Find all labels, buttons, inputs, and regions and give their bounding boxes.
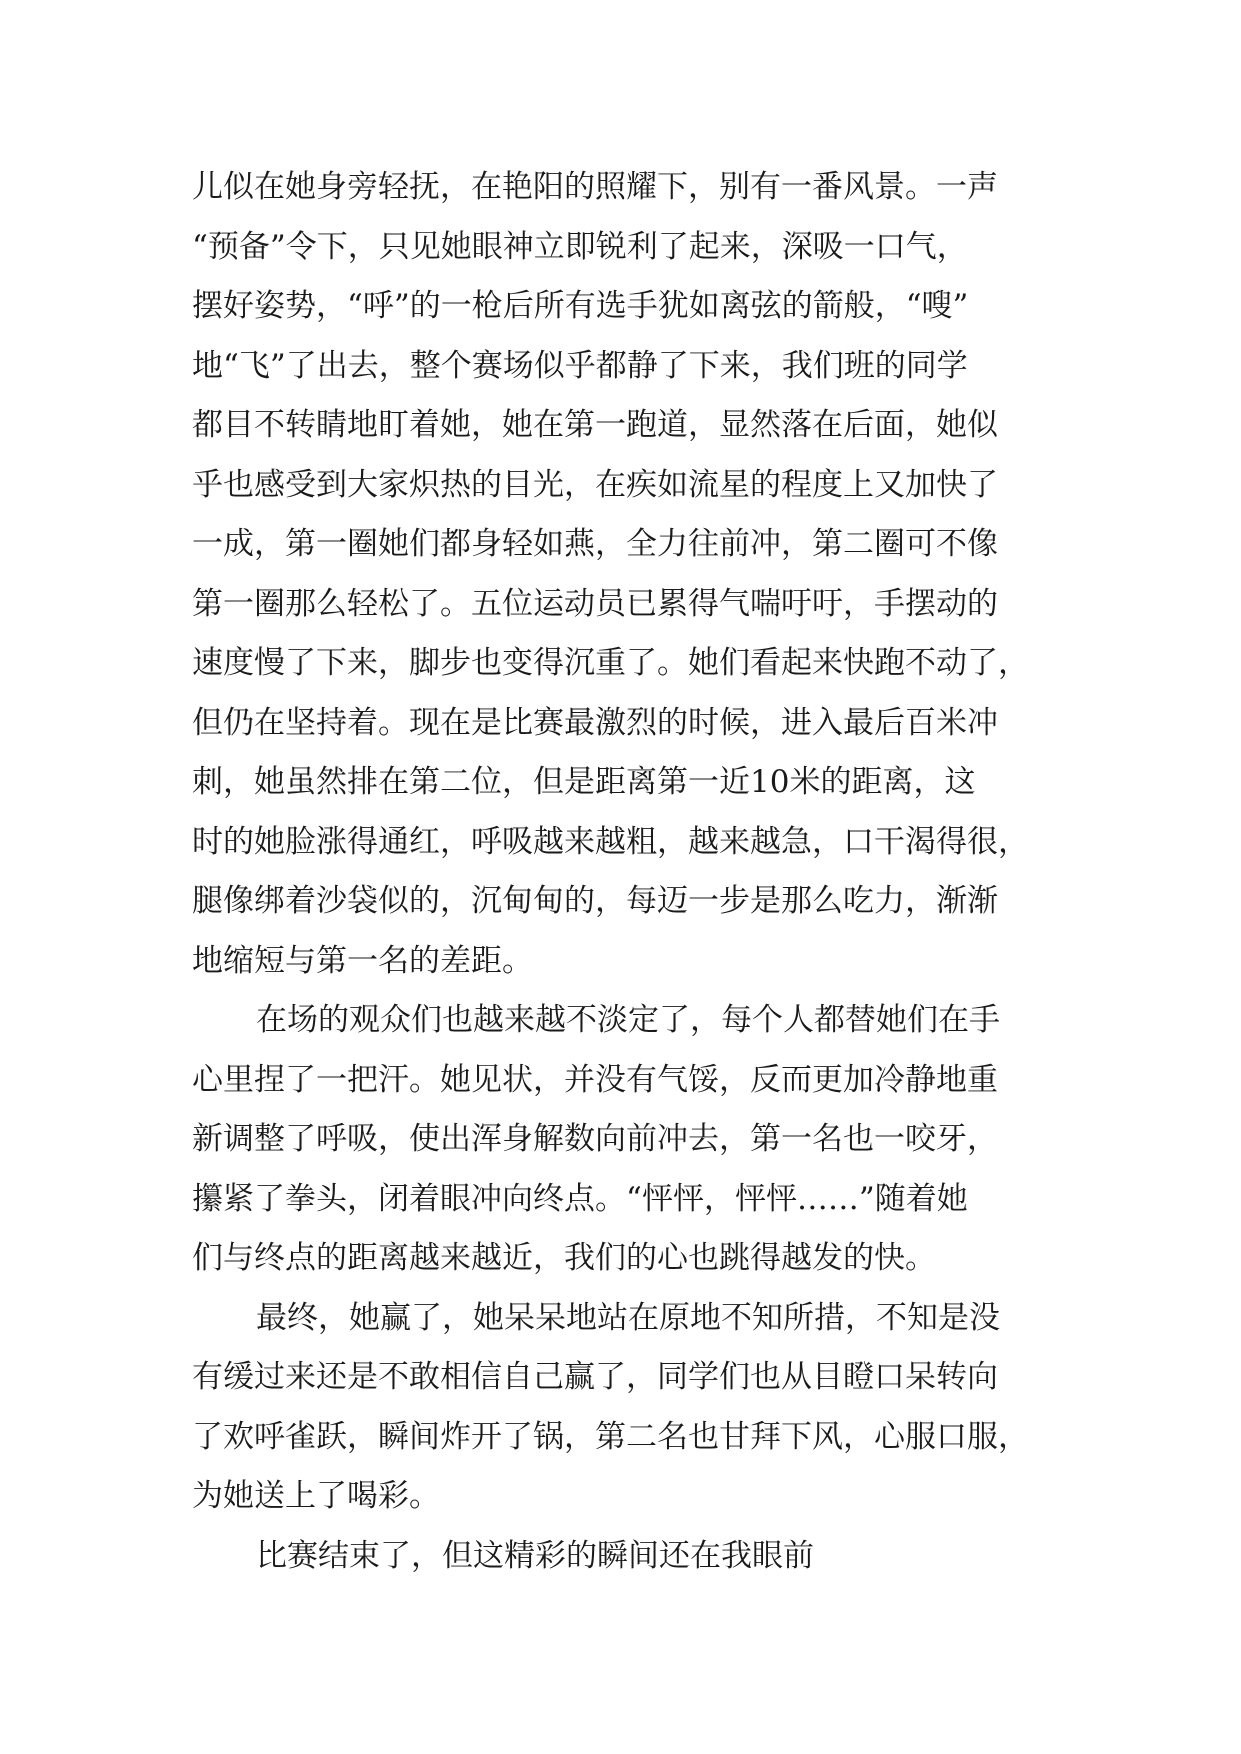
text-line: 们与终点的距离越来越近，我们的心也跳得越发的快。 <box>192 1240 936 1276</box>
text-line: “预备”令下，只见她眼神立即锐利了起来，深吸一口气， <box>192 228 968 265</box>
paragraph-start-line: 比赛结束了，但这精彩的瞬间还在我眼前 <box>256 1537 814 1574</box>
text-line: 地缩短与第一名的差距。 <box>192 942 533 979</box>
text-line: 攥紧了拳头，闭着眼冲向终点。“怦怦，怦怦……”随着她 <box>192 1180 968 1217</box>
text-line: 乎也感受到大家炽热的目光，在疾如流星的程度上又加快了 <box>192 466 998 503</box>
text-line: 腿像绑着沙袋似的，沉甸甸的，每迈一步是那么吃力，渐渐 <box>192 883 998 919</box>
text-line: 一成，第一圈她们都身轻如燕，全力往前冲，第二圈可不像 <box>192 526 998 562</box>
text-line: 但仍在坚持着。现在是比赛最激烈的时候，进入最后百米冲 <box>192 704 998 741</box>
text-line: 心里捏了一把汗。她见状，并没有气馁，反而更加冷静地重 <box>192 1061 998 1098</box>
text-line: 摆好姿势，“呼”的一枪后所有选手犹如离弦的箭般，“嗖” <box>192 288 969 324</box>
text-line: 儿似在她身旁轻抚，在艳阳的照耀下，别有一番风景。一声 <box>192 169 998 205</box>
text-line: 了欢呼雀跃，瞬间炸开了锅，第二名也甘拜下风，心服口服， <box>192 1418 1029 1455</box>
paragraph-start-line: 最终，她赢了，她呆呆地站在原地不知所措，不知是没 <box>256 1299 1000 1336</box>
text-line: 为她送上了喝彩。 <box>192 1478 440 1514</box>
text-line: 有缓过来还是不敢相信自己赢了，同学们也从目瞪口呆转向 <box>192 1359 998 1395</box>
text-line: 新调整了呼吸，使出浑身解数向前冲去，第一名也一咬牙， <box>192 1121 998 1157</box>
text-line: 第一圈那么轻松了。五位运动员已累得气喘吁吁，手摆动的 <box>192 585 998 622</box>
text-line: 地“飞”了出去，整个赛场似乎都静了下来，我们班的同学 <box>192 347 968 384</box>
paragraph-start-line: 在场的观众们也越来越不淡定了，每个人都替她们在手 <box>256 1002 1000 1038</box>
text-line: 都目不转睛地盯着她，她在第一跑道，显然落在后面，她似 <box>192 407 998 443</box>
body-text <box>192 158 1072 1586</box>
text-line: 时的她脸涨得通红，呼吸越来越粗，越来越急，口干渴得很， <box>192 823 1029 860</box>
text-line: 刺，她虽然排在第二位，但是距离第一近10米的距离，这 <box>192 764 976 800</box>
text-line: 速度慢了下来，脚步也变得沉重了。她们看起来快跑不动了， <box>192 645 1029 681</box>
